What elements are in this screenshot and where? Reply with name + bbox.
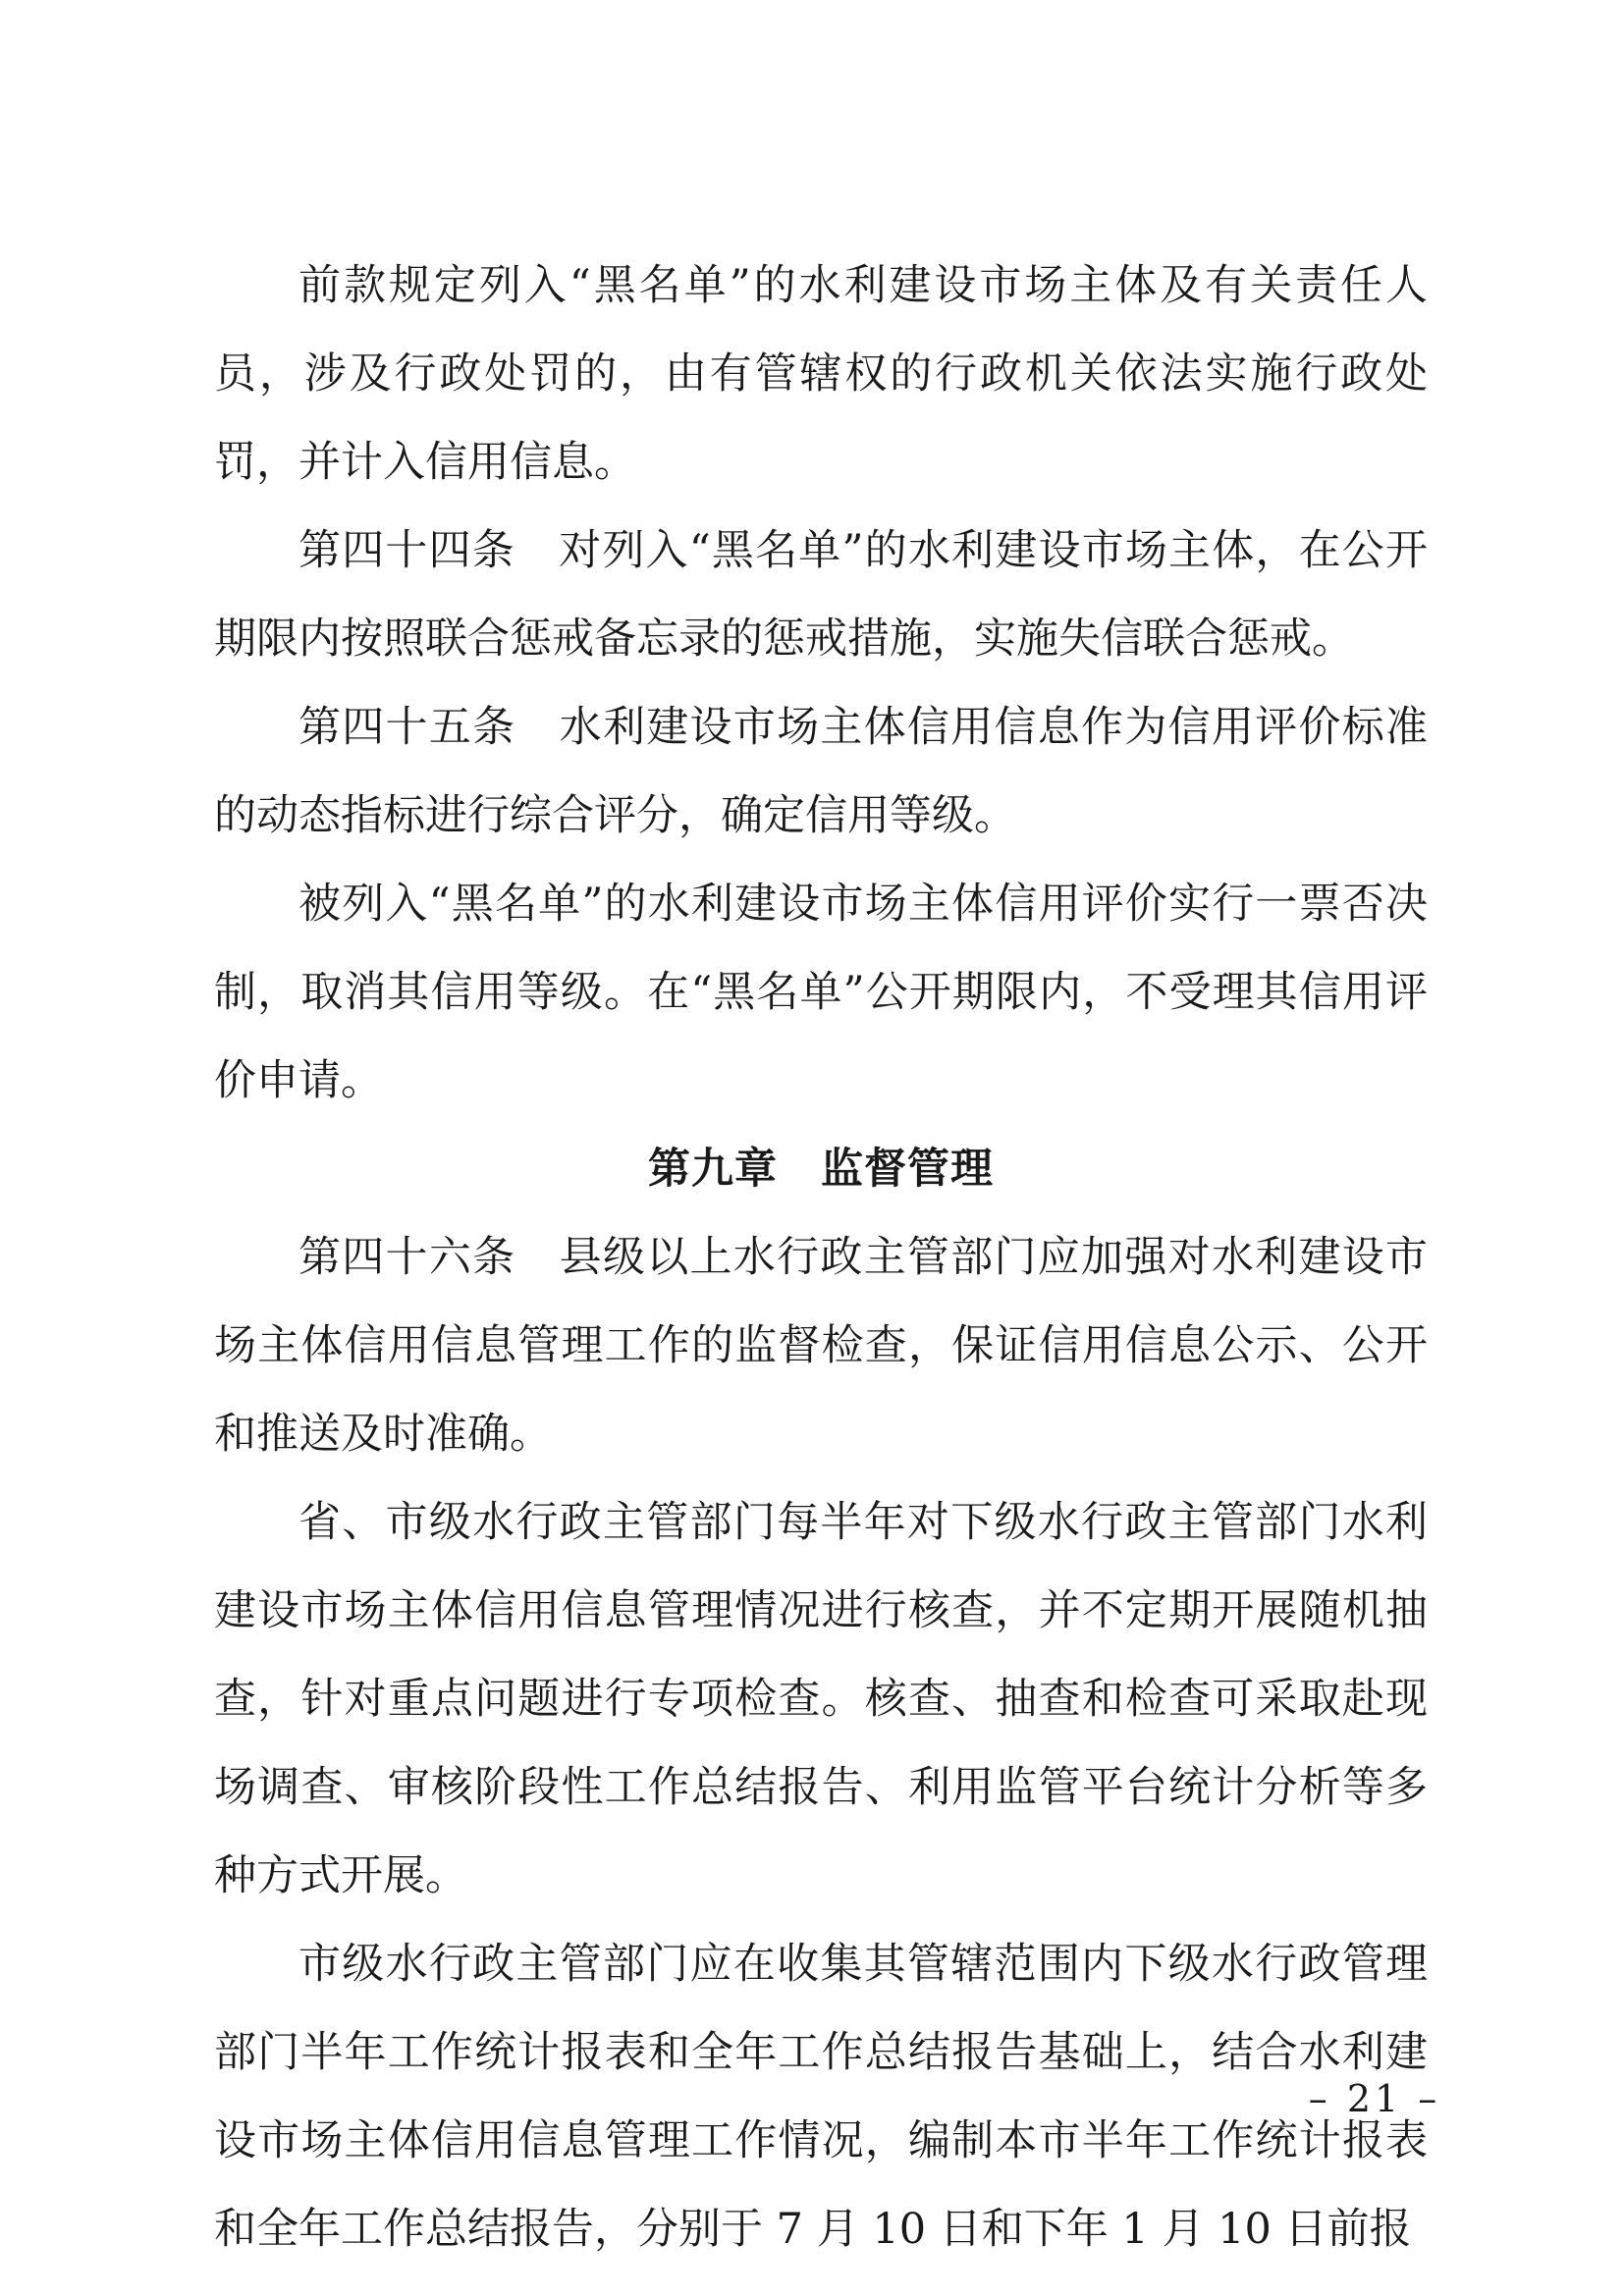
paragraph-provincial-inspection: 省、市级水行政主管部门每半年对下级水行政主管部门水利建设市场主体信用信息管理情况进行核查，并不定期开展随机抽查，针对重点问题进行专项检查。核查、抽查和检查可采取赴现场调查、审核阶段性工作总结报告、利用监管平台统计分析等多种方式开展。 xyxy=(214,1498,1428,1900)
document-body xyxy=(214,241,1428,2273)
paragraph-municipal-report: 市级水行政主管部门应在收集其管辖范围内下级水行政管理部门半年工作统计报表和全年工作总结报告基础上，结合水利建设市场主体信用信息管理工作情况，编制本市半年工作统计报表和全年工作总结报告，分别于 7 月 10 日和下年 1 月 10 日前报 xyxy=(214,1940,1428,2254)
chapter-title: 第九章 监督管理 xyxy=(648,1145,994,1194)
paragraph-article-45: 第四十五条 水利建设市场主体信用信息作为信用评价标准的动态指标进行综合评分，确定信用等级。 xyxy=(214,703,1428,840)
paragraph-blacklist-penalty: 前款规定列入“黑名单”的水利建设市场主体及有关责任人员，涉及行政处罚的，由有管辖权的行政机关依法实施行政处罚，并计入信用信息。 xyxy=(214,261,1428,487)
paragraph-article-46: 第四十六条 县级以上水行政主管部门应加强对水利建设市场主体信用信息管理工作的监督检查，保证信用信息公示、公开和推送及时准确。 xyxy=(214,1233,1428,1459)
paragraph-blacklist-veto: 被列入“黑名单”的水利建设市场主体信用评价实行一票否决制，取消其信用等级。在“黑名单”公开期限内，不受理其信用评价申请。 xyxy=(214,880,1428,1105)
page-number: – 21 – xyxy=(1308,2077,1441,2120)
paragraph-article-44: 第四十四条 对列入“黑名单”的水利建设市场主体，在公开期限内按照联合惩戒备忘录的惩戒措施，实施失信联合惩戒。 xyxy=(214,526,1428,664)
